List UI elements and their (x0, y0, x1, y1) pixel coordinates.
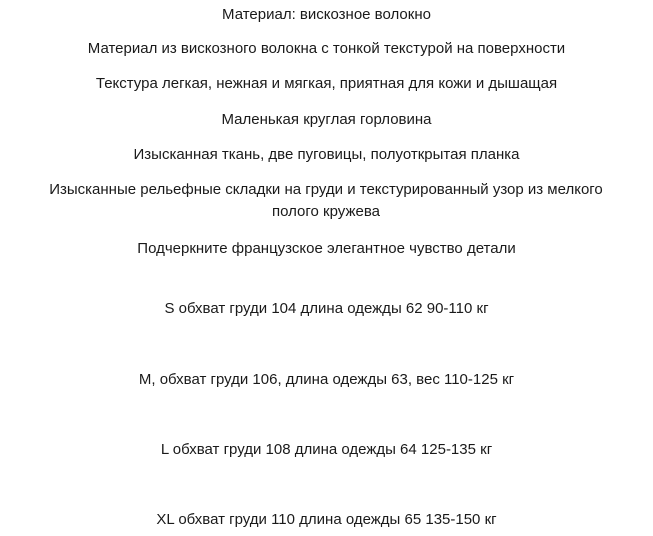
detail-line: Подчеркните французское элегантное чувство детали (137, 240, 516, 257)
material-line: Материал: вискозное волокно (222, 6, 431, 23)
size-xl-line: XL обхват груди 110 длина одежды 65 135-150 кг (156, 511, 497, 528)
texture-line: Текстура легкая, нежная и мягкая, приятная для кожи и дышащая (95, 75, 558, 92)
size-s-line: S обхват груди 104 длина одежды 62 90-110 кг (164, 300, 489, 317)
size-l-line: L обхват груди 108 длина одежды 64 125-135 кг (160, 441, 493, 458)
material-detail-line: Материал из вискозного волокна с тонкой текстурой на поверхности (87, 40, 566, 57)
neckline-line: Маленькая круглая горловина (221, 111, 432, 128)
fabric-buttons-line: Изысканная ткань, две пуговицы, полуоткрытая планка (133, 146, 520, 163)
pleats-lace-line: Изысканные рельефные складки на груди и текстурированный узор из мелкого полого кружева (49, 181, 603, 220)
size-m-line: M, обхват груди 106, длина одежды 63, вес 110-125 кг (138, 371, 515, 388)
